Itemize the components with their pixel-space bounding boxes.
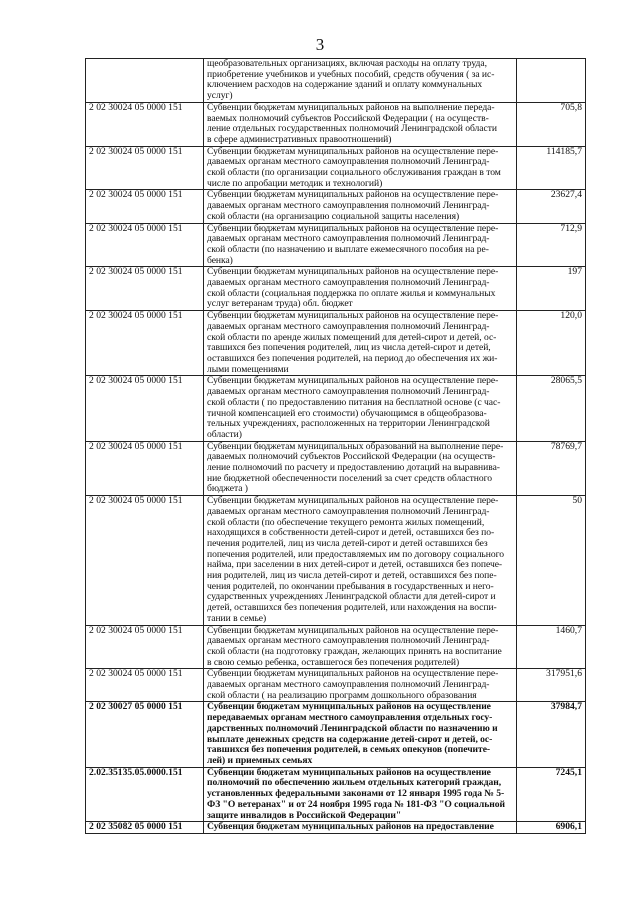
description-line: ской области ( на реализацию программ дошкольного образования xyxy=(207,689,477,701)
description-line: ния родителей, лиц из числа детей-сирот и детей, оставшихся без попе- xyxy=(207,570,497,582)
description-line: Субвенции бюджетам муниципальных районов на выполнение переда- xyxy=(207,101,495,113)
description-line: Субвенции бюджетам муниципальных районов на осуществление пере- xyxy=(207,145,499,157)
budget-code: 2 02 30024 05 0000 151 xyxy=(86,496,204,625)
description-line: даваемых органам местного самоуправления полномочий Ленинград- xyxy=(207,200,490,212)
description-line: попечения родителей, или предоставляемых им по договору социального xyxy=(207,548,504,560)
description-line: Субвенции бюджетам муниципальных образований на выполнение пере- xyxy=(207,440,504,452)
description-line: лей) и приемных семьях xyxy=(207,755,313,766)
description-line: даваемых органам местного самоуправления полномочий Ленинград- xyxy=(207,505,490,517)
table-row xyxy=(86,625,586,669)
description-line: щеобразовательных организациях, включая расходы на оплату труда, xyxy=(207,58,487,69)
description-line: ской области (на организацию социальной защиты населения) xyxy=(207,210,460,222)
amount-value: 712,9 xyxy=(517,223,586,267)
description-line: ской области (социальная поддержка по оплате жилья и коммунальных xyxy=(207,287,496,299)
budget-code: 2.02.35135.05.0000.151 xyxy=(86,767,204,822)
amount-value: 120,0 xyxy=(517,311,586,376)
table-row xyxy=(86,669,586,702)
description-line: установленных федеральными законами от 12 января 1995 года № 5- xyxy=(207,788,505,800)
table-row xyxy=(86,190,586,223)
table-row xyxy=(86,441,586,496)
budget-code: 2 02 35082 05 0000 151 xyxy=(86,822,204,834)
amount-value: 37984,7 xyxy=(517,702,586,767)
description-line: ской области (на подготовку граждан, желающих принять на воспитание xyxy=(207,645,502,657)
revenue-description xyxy=(204,441,517,496)
table-row xyxy=(86,267,586,311)
revenue-description xyxy=(204,311,517,376)
budget-code: 2 02 30024 05 0000 151 xyxy=(86,625,204,669)
description-line: чения родителей, по окончании пребывания в государственных и него- xyxy=(207,580,494,592)
amount-value: 197 xyxy=(517,267,586,311)
description-line: Субвенции бюджетам муниципальных районов на осуществление пере- xyxy=(207,222,499,234)
amount-value xyxy=(517,59,586,103)
description-line: даваемых органам местного самоуправления полномочий Ленинград- xyxy=(207,320,490,332)
description-line: Субвенции бюджетам муниципальных районов на осуществление xyxy=(207,766,491,778)
revenue-description xyxy=(204,767,517,822)
budget-code: 2 02 30024 05 0000 151 xyxy=(86,223,204,267)
description-line: ние бюджетной обеспеченности поселений за счет средств областного xyxy=(207,472,493,484)
budget-code: 2 02 30024 05 0000 151 xyxy=(86,102,204,146)
description-line: тельных учреждениях, расположенных на территории Ленинградской xyxy=(207,418,490,430)
description-line: ваемых полномочий субъектов Российской Федерации ( на осуществ- xyxy=(207,112,489,124)
table-row xyxy=(86,223,586,267)
description-line: ление отдельных государственных полномочий Ленинградской области xyxy=(207,123,497,135)
description-line: полномочий по обеспечению жильем отдельных категорий граждан, xyxy=(207,777,502,789)
description-line: бюджета ) xyxy=(207,483,248,495)
revenue-description xyxy=(204,146,517,190)
description-line: области) xyxy=(207,428,242,440)
description-line: приобретение учебников и учебных пособий, средств обучения ( за ис- xyxy=(207,68,495,80)
description-line: бенка) xyxy=(207,254,233,266)
budget-code: 2 02 30024 05 0000 151 xyxy=(86,146,204,190)
budget-code: 2 02 30027 05 0000 151 xyxy=(86,702,204,767)
table-row xyxy=(86,59,586,103)
description-line: в свою семью ребенка, оставшегося без попечения родителей) xyxy=(207,656,460,668)
description-line: даваемых органам местного самоуправления полномочий Ленинград- xyxy=(207,679,490,691)
revenue-description xyxy=(204,59,517,103)
description-line: числе по апробации методик и технологий) xyxy=(207,177,383,189)
amount-value: 114185,7 xyxy=(517,146,586,190)
description-line: тавшихся без попечения родителей, в семьях опекунов (попечите- xyxy=(207,744,491,756)
amount-value: 7245,1 xyxy=(517,767,586,822)
description-line: Субвенции бюджетам муниципальных районов на осуществление пере- xyxy=(207,668,499,680)
table-row xyxy=(86,311,586,376)
description-line: Субвенции бюджетам муниципальных районов на осуществление пере- xyxy=(207,189,499,201)
description-line: ской области ( по предоставлению питания на бесплатной основе (с час- xyxy=(207,396,501,408)
table-row xyxy=(86,376,586,441)
description-line: услуг ветеранам труда) обл. бюджет xyxy=(207,298,353,310)
description-line: ской области (по организации социального обслуживания граждан в том xyxy=(207,167,501,179)
description-line: тичной компенсацией его стоимости) обучающимся в общеобразова- xyxy=(207,407,487,419)
description-line: лыми помещениями xyxy=(207,363,289,375)
description-line: оставшихся без попечения родителей, на период до обеспечения их жи- xyxy=(207,352,498,364)
revenue-description xyxy=(204,267,517,311)
description-line: выплате денежных средств на содержание детей-сирот и детей, ос- xyxy=(207,733,493,745)
description-line: Субвенции бюджетам муниципальных районов на осуществление пере- xyxy=(207,375,499,387)
description-line: даваемых органам местного самоуправления полномочий Ленинград- xyxy=(207,156,490,168)
budget-code: 2 02 30024 05 0000 151 xyxy=(86,190,204,223)
table-row xyxy=(86,822,586,834)
description-line: даваемых органам местного самоуправления полномочий Ленинград- xyxy=(207,386,490,398)
description-line: Субвенции бюджетам муниципальных районов на осуществление пере- xyxy=(207,495,499,507)
description-line: ской области (по обеспечение текущего ремонта жилых помещений, xyxy=(207,516,485,528)
description-line: ление полномочий по расчету и предоставлению дотаций на выравнива- xyxy=(207,462,500,474)
amount-value: 6906,1 xyxy=(517,822,586,834)
description-line: ключением расходов на содержание зданий и оплату коммунальных xyxy=(207,79,483,91)
table-row xyxy=(86,702,586,767)
description-line: Субвенции бюджетам муниципальных районов на осуществление пере- xyxy=(207,266,499,278)
revenue-description xyxy=(204,702,517,767)
table-row xyxy=(86,767,586,822)
revenue-description xyxy=(204,822,517,834)
budget-code: 2 02 30024 05 0000 151 xyxy=(86,376,204,441)
amount-value: 50 xyxy=(517,496,586,625)
description-line: ской области по аренде жилых помещений для детей-сирот и детей, ос- xyxy=(207,331,497,343)
description-line: Субвенции бюджетам муниципальных районов на осуществление пере- xyxy=(207,310,499,322)
amount-value: 317951,6 xyxy=(517,669,586,702)
budget-code xyxy=(86,59,204,103)
description-line: дарственных полномочий Ленинградской области по назначению и xyxy=(207,722,498,734)
description-line: Субвенция бюджетам муниципальных районов на предоставление xyxy=(207,821,494,833)
revenue-description xyxy=(204,190,517,223)
budget-code: 2 02 30024 05 0000 151 xyxy=(86,311,204,376)
description-line: даваемых полномочий субъектов Российской Федерации (на осуществ- xyxy=(207,451,496,463)
description-line: ФЗ "О ветеранах" и от 24 ноября 1995 года № 181-ФЗ "О социальной xyxy=(207,798,505,810)
description-line: печения родителей, лиц из числа детей-сирот и детей оставшихся без xyxy=(207,537,488,549)
table-row xyxy=(86,496,586,625)
description-line: в сфере административных правоотношений) xyxy=(207,133,392,145)
budget-code: 2 02 30024 05 0000 151 xyxy=(86,267,204,311)
table-row xyxy=(86,146,586,190)
revenue-description xyxy=(204,102,517,146)
description-line: найма, при заселении в них детей-сирот и детей, оставшихся без попече- xyxy=(207,559,503,571)
revenue-table xyxy=(85,58,586,834)
amount-value: 28065,5 xyxy=(517,376,586,441)
description-line: ской области (по назначению и выплате ежемесячного пособия на ре- xyxy=(207,243,489,255)
revenue-description xyxy=(204,376,517,441)
amount-value: 1460,7 xyxy=(517,625,586,669)
description-line: даваемых органам местного самоуправления полномочий Ленинград- xyxy=(207,635,490,647)
amount-value: 78769,7 xyxy=(517,441,586,496)
revenue-description xyxy=(204,625,517,669)
revenue-table-body xyxy=(86,59,586,834)
revenue-description xyxy=(204,223,517,267)
budget-code: 2 02 30024 05 0000 151 xyxy=(86,441,204,496)
description-line: тавшихся без попечения родителей, лиц из числа детей-сирот и детей, xyxy=(207,342,491,354)
description-line: сударственных учреждениях Ленинградской области для детей-сирот и xyxy=(207,591,496,603)
revenue-description xyxy=(204,669,517,702)
description-line: защите инвалидов в Российской Федерации" xyxy=(207,809,402,821)
amount-value: 23627,4 xyxy=(517,190,586,223)
description-line: Субвенции бюджетам муниципальных районов на осуществление xyxy=(207,701,491,713)
page-number: 3 xyxy=(315,35,325,54)
revenue-description xyxy=(204,496,517,625)
description-line: услуг) xyxy=(207,90,233,102)
description-line: передаваемых органам местного самоуправления отдельных госу- xyxy=(207,712,493,724)
table-row xyxy=(86,102,586,146)
amount-value: 705,8 xyxy=(517,102,586,146)
description-line: Субвенции бюджетам муниципальных районов на осуществление пере- xyxy=(207,624,499,636)
description-line: находящихся в собственности детей-сирот и детей, оставшихся без по- xyxy=(207,527,495,539)
description-line: тании в семье) xyxy=(207,612,267,624)
budget-code: 2 02 30024 05 0000 151 xyxy=(86,669,204,702)
description-line: даваемых органам местного самоуправления полномочий Ленинград- xyxy=(207,277,490,289)
description-line: детей, оставшихся без попечения родителей, или нахождения на воспи- xyxy=(207,602,497,614)
description-line: даваемых органам местного самоуправления полномочий Ленинград- xyxy=(207,233,490,245)
